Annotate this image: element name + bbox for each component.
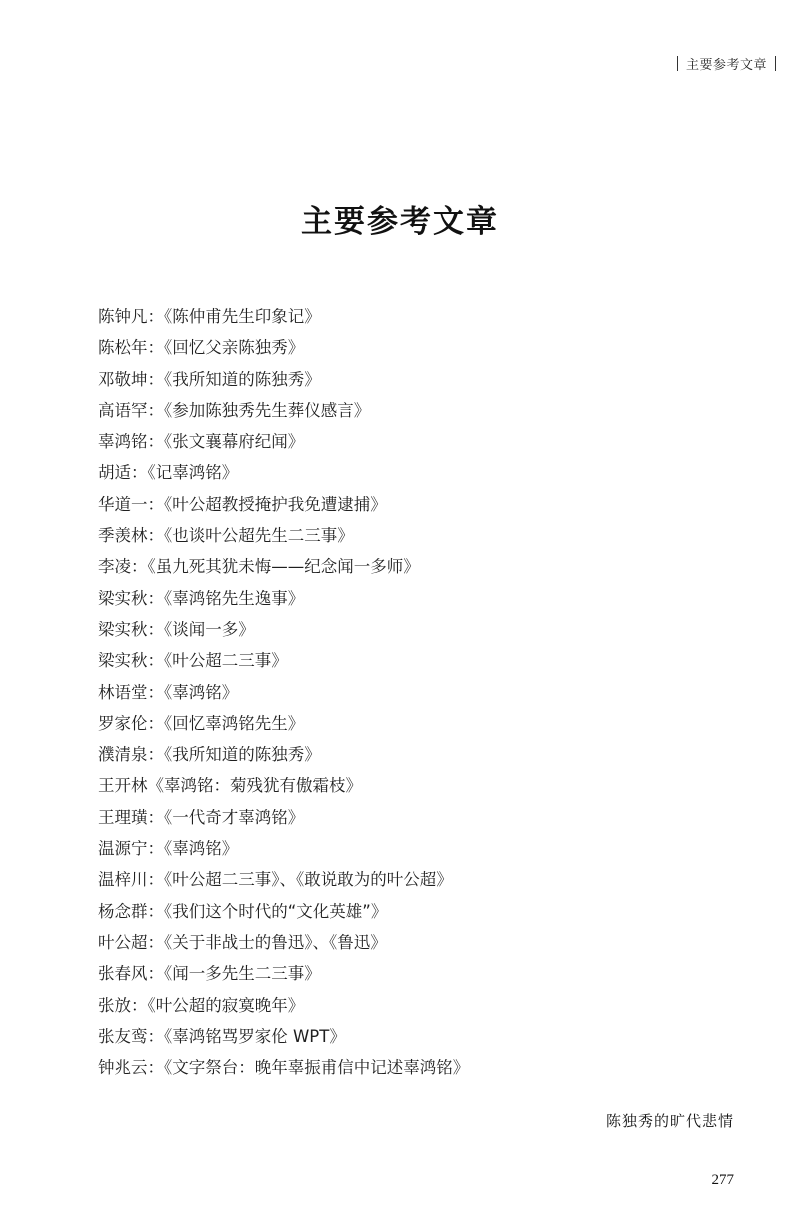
running-head [677, 54, 776, 73]
reference-item: 张友鸾：《辜鸿铭骂罗家伦 WPT》 [98, 1026, 346, 1046]
reference-item: 温源宁：《辜鸿铭》 [98, 839, 239, 859]
reference-item: 高语罕：《参加陈独秀先生葬仪感言》 [98, 400, 371, 420]
reference-list [98, 301, 758, 1083]
reference-item: 辜鸿铭：《张文襄幕府纪闻》 [98, 432, 305, 452]
reference-item: 李凌：《虽九死其犹未悔——纪念闻一多师》 [98, 557, 420, 577]
reference-item: 季羡林：《也谈叶公超先生二三事》 [98, 526, 354, 546]
reference-item: 钟兆云：《文字祭台：晚年辜振甫信中记述辜鸿铭》 [98, 1058, 470, 1078]
footer-book-title: 陈独秀的旷代悲情 [605, 1112, 734, 1130]
reference-item: 濮清泉：《我所知道的陈独秀》 [98, 745, 321, 765]
reference-item: 梁实秋：《谈闻一多》 [98, 619, 255, 639]
reference-item: 华道一：《叶公超教授掩护我免遭逮捕》 [98, 494, 387, 514]
reference-item: 陈松年：《回忆父亲陈独秀》 [98, 338, 305, 358]
reference-item: 林语堂：《辜鸿铭》 [98, 682, 239, 702]
reference-item: 王理璜：《一代奇才辜鸿铭》 [98, 807, 305, 827]
reference-item: 梁实秋：《叶公超二三事》 [98, 651, 288, 671]
reference-item: 罗家伦：《回忆辜鸿铭先生》 [98, 713, 305, 733]
page-title: 主要参考文章 [301, 204, 499, 240]
reference-item: 陈钟凡：《陈仲甫先生印象记》 [98, 307, 321, 326]
reference-item: 张春风：《闻一多先生二三事》 [98, 964, 321, 984]
reference-item: 梁实秋：《辜鸿铭先生逸事》 [98, 588, 305, 608]
reference-item: 温梓川：《叶公超二三事》、《敢说敢为的叶公超》 [98, 870, 453, 890]
reference-item: 杨念群：《我们这个时代的“文化英雄”》 [98, 901, 388, 921]
reference-item: 胡适：《记辜鸿铭》 [98, 463, 239, 483]
reference-item: 叶公超：《关于非战士的鲁迅》、《鲁迅》 [98, 932, 387, 952]
reference-item: 王开林《辜鸿铭：菊残犹有傲霜枝》 [98, 776, 362, 796]
reference-item: 张放：《叶公超的寂寞晚年》 [98, 995, 305, 1015]
reference-item: 邓敬坤：《我所知道的陈独秀》 [98, 369, 321, 389]
running-head-text: 主要参考文章 [685, 58, 767, 73]
running-head-right-rule [775, 56, 776, 71]
page-number: 277 [711, 1172, 734, 1188]
